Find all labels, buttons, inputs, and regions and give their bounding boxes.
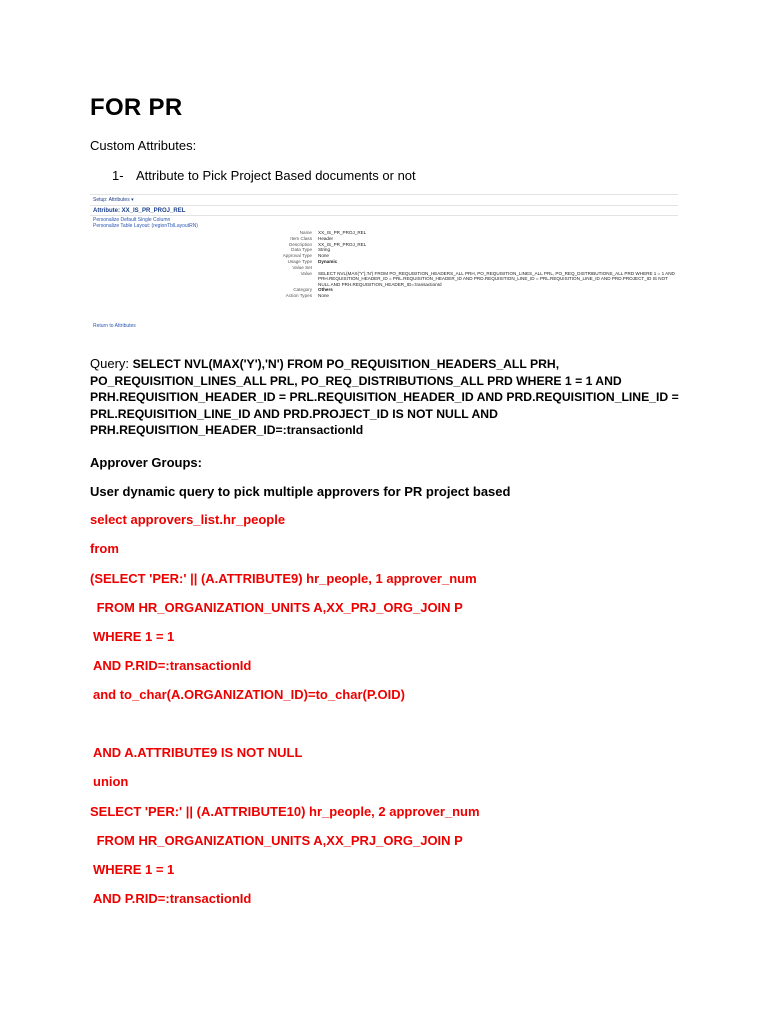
sql-line: AND P.RID=:transactionId xyxy=(93,658,252,673)
detail-value: XX_IS_PR_PROJ_REL xyxy=(318,230,367,235)
detail-value: Header xyxy=(318,235,334,241)
attribute-details xyxy=(90,230,678,299)
detail-key: Category xyxy=(293,287,312,293)
detail-value: Dynamic xyxy=(318,258,338,264)
detail-key: Value xyxy=(300,270,312,276)
page-title: FOR PR xyxy=(90,94,183,121)
detail-value: XX_IS_PR_PROJ_REL xyxy=(318,241,367,247)
detail-key: Approval Type xyxy=(282,253,312,259)
query-paragraph xyxy=(90,356,690,439)
detail-row xyxy=(90,271,678,288)
detail-key: Data Type xyxy=(291,247,312,253)
detail-key: Usage Type xyxy=(287,258,312,264)
divider xyxy=(90,194,678,195)
sql-line: SELECT 'PER:' || (A.ATTRIBUTE10) hr_people, 2 approver_num xyxy=(90,804,480,819)
list-item-1 xyxy=(112,168,416,183)
return-to-attributes-link[interactable]: Return to Attributes xyxy=(93,323,136,329)
sql-line: WHERE 1 = 1 xyxy=(93,629,175,644)
approver-groups-heading: Approver Groups: xyxy=(90,455,202,470)
sql-line: FROM HR_ORGANIZATION_UNITS A,XX_PRJ_ORG_JOIN P xyxy=(93,600,463,615)
detail-value: None xyxy=(318,293,329,299)
detail-key: Name xyxy=(299,230,312,235)
attribute-screenshot xyxy=(90,194,678,336)
detail-key: Description xyxy=(289,241,312,247)
list-item-text: Attribute to Pick Project Based documents or not xyxy=(136,168,416,183)
sql-line: AND P.RID=:transactionId xyxy=(93,891,252,906)
personalize-table-layout-link[interactable]: Personalize Table Layout: (regionTblLayoutRN) xyxy=(93,223,198,229)
detail-value: SELECT NVL(MAX('Y'),'N') FROM PO_REQUISITION_HEADERS_ALL PRH, PO_REQUISITION_LINES_ALL PRL, PO_REQ_DISTRIBUTIONS_ALL PRD WHERE 1 = 1 AND PRH.REQUISITION_HEADER_ID = PRL.REQUISITION_HEADER_ID AND PRD.REQUISITION_LINE_ID = PRL.REQUISITION_LINE_ID AND PRD.PROJECT_ID IS NOT NULL AND PRH.REQUISITION_HEADER_ID=:transactionId xyxy=(318,270,675,287)
detail-value: Others xyxy=(318,287,333,293)
detail-row xyxy=(90,293,678,299)
sql-line: WHERE 1 = 1 xyxy=(93,862,175,877)
detail-key: Action Types xyxy=(285,293,312,299)
attribute-title: Attribute: XX_IS_PR_PROJ_REL xyxy=(93,208,186,214)
sql-line: FROM HR_ORGANIZATION_UNITS A,XX_PRJ_ORG_JOIN P xyxy=(93,833,463,848)
custom-attributes-label: Custom Attributes: xyxy=(90,138,197,153)
list-item-number: 1- xyxy=(112,168,124,183)
sql-line: and to_char(A.ORGANIZATION_ID)=to_char(P.OID) xyxy=(93,687,405,702)
approver-subheading: User dynamic query to pick multiple approvers for PR project based xyxy=(90,484,511,499)
sql-line: AND A.ATTRIBUTE9 IS NOT NULL xyxy=(93,745,303,760)
detail-key: Value Set xyxy=(292,264,312,270)
sql-line: select approvers_list.hr_people xyxy=(90,512,286,527)
sql-line: (SELECT 'PER:' || (A.ATTRIBUTE9) hr_people, 1 approver_num xyxy=(90,571,477,586)
query-text: SELECT NVL(MAX('Y'),'N') FROM PO_REQUISITION_HEADERS_ALL PRH, PO_REQUISITION_LINES_ALL PRL, PO_REQ_DISTRIBUTIONS_ALL PRD WHERE 1 = 1 AND PRH.REQUISITION_HEADER_ID = PRL.REQUISITION_HEADER_ID AND PRD.REQUISITION_LINE_ID = PRL.REQUISITION_LINE_ID AND PRD.PROJECT_ID IS NOT NULL AND PRH.REQUISITION_HEADER_ID=:transactionId xyxy=(90,357,679,437)
divider xyxy=(90,215,678,216)
detail-value: None xyxy=(318,253,329,259)
personalize-single-column-link[interactable]: Personalize Default Single Column xyxy=(93,217,171,223)
detail-value: String xyxy=(318,247,331,253)
detail-key: Item Class xyxy=(290,235,312,241)
sql-line: from xyxy=(90,541,119,556)
query-label: Query: xyxy=(90,356,133,371)
setup-attributes-menu[interactable]: Setup: Attributes ▾ xyxy=(93,197,134,203)
divider xyxy=(90,205,678,206)
sql-line: union xyxy=(93,774,129,789)
